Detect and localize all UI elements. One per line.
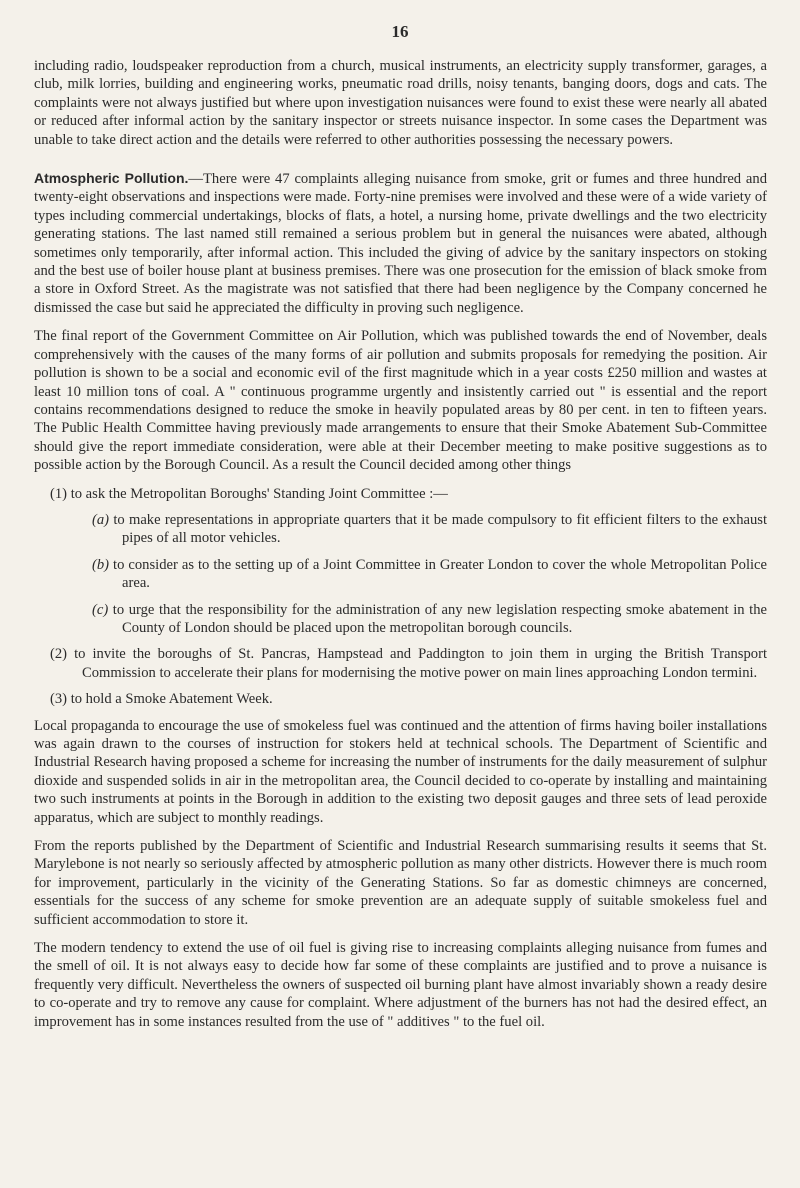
sub-item-c-text: to urge that the responsibility for the administration of any new legislation respecting smoke abatement in the County of London should be placed upon the metropolitan borough councils. bbox=[112, 601, 767, 636]
paragraph-government-report: The final report of the Government Committee on Air Pollution, which was published towards the end of November, deals comprehensively with the causes of the many forms of air pollution and submits proposals for remedying the position. Air pollution is shown to be a social and economic evil of the first magnitude which in a year costs £250 million and wastes at least 10 million tons of coal. A " continuous programme urgently and insistently carried out " is essential and the report contains recommendations designed to reduce the smoke in heavily populated areas by 80 per cent. in ten to fifteen years. The Public Health Committee having previously made arrangements to ensure that their Smoke Abatement Sub-Committee should give the report immediate consideration, were able at their December meeting to make positive suggestions as to possible action by the Borough Council. As a result the Council decided among other things bbox=[34, 328, 767, 474]
sub-item-b-text: to consider as to the setting up of a Joint Committee in Greater London to cover the whole Metropolitan Police area. bbox=[113, 556, 768, 592]
list-item-1-label: (1) bbox=[50, 485, 68, 502]
list-item-3 bbox=[34, 690, 767, 708]
sub-item-a bbox=[34, 511, 767, 548]
paragraph-reports-summary: From the reports published by the Department of Scientific and Industrial Research summarising results it seems that St. Marylebone is not nearly so seriously affected by atmospheric pollution as many other districts. However there is much room for improvement, particularly in the vicinity of the Generating Stations. So far as domestic chimneys are concerned, essentials for the success of any scheme for smoke prevention are an adequate supply of suitable smokeless fuel and sufficient accommodation to store it. bbox=[34, 838, 767, 928]
sub-item-b-label: (b) bbox=[92, 556, 110, 573]
list-item-1 bbox=[34, 485, 767, 503]
sub-item-a-label: (a) bbox=[92, 511, 110, 528]
list-item-2-label: (2) bbox=[50, 646, 68, 663]
paragraph-atmospheric-pollution bbox=[34, 169, 767, 317]
paragraph-noise-complaints: including radio, loudspeaker reproduction from a church, musical instruments, an electricity supply transformer, garages, a club, milk lorries, building and engineering works, pneumatic road drills, noisy tenants, banging doors, dogs and cats. The complaints were not always justified but where upon investigation nuisances were found to exist these were nearly all abated or reduced after informal action by the sanitary inspector or streets nuisance inspector. In some cases the Department was unable to take direct action and the details were referred to other authorities possessing the necessary powers. bbox=[34, 58, 767, 148]
list-item-1-text: to ask the Metropolitan Boroughs' Standing Joint Committee :— bbox=[70, 485, 448, 502]
list-item-3-label: (3) bbox=[50, 691, 68, 708]
list-item-3-text: to hold a Smoke Abatement Week. bbox=[70, 691, 273, 708]
list-item-2 bbox=[34, 645, 767, 682]
paragraph-atmospheric-pollution-text: —There were 47 complaints alleging nuisance from smoke, grit or fumes and three hundred and twenty-eight observations and inspections were made. Forty-nine premises were involved and these were of a wide variety of types including commercial undertakings, blocks of flats, a hotel, a nursing home, private dwellings and the two electricity generating stations. The last named still remained a serious problem but in general the nuisances were abated, although sometimes only temporarily, after informal action. This included the giving of advice by the sanitary inspectors on stoking and the best use of boiler house plant at business premises. There was one prosecution for the emission of black smoke from a store in Oxford Street. As the magistrate was not satisfied that there had been negligence by the Company concerned he dismissed the case but said he appreciated the difficulty in proving such negligence. bbox=[34, 171, 767, 316]
sub-item-c-label: (c) bbox=[92, 601, 109, 618]
sub-item-b bbox=[34, 556, 767, 593]
list-item-2-text: to invite the boroughs of St. Pancras, Hampstead and Paddington to join them in urging the British Transport Commission to accelerate their plans for modernising the motive power on main lines approaching London termini. bbox=[74, 646, 767, 681]
page-number: 16 bbox=[391, 22, 409, 41]
paragraph-oil-fuel: The modern tendency to extend the use of oil fuel is giving rise to increasing complaints alleging nuisance from fumes and the smell of oil. It is not always easy to decide how far some of these complaints are justified and to prove a nuisance is frequently very difficult. Nevertheless the owners of suspected oil burning plant have almost invariably shown a ready desire to co-operate and try to remove any cause for complaint. Where adjustment of the burners has not had the desired effect, an improvement has in some instances resulted from the use of " additives " to the fuel oil. bbox=[34, 940, 767, 1030]
body-text bbox=[34, 57, 767, 1041]
sub-item-c bbox=[34, 601, 767, 638]
paragraph-local-propaganda: Local propaganda to encourage the use of smokeless fuel was continued and the attention of firms having boiler installations was again drawn to the courses of instruction for stokers held at technical schools. The Department of Scientific and Industrial Research having proposed a scheme for increasing the number of instruments for the daily measurement of sulphur dioxide and suspended solids in air in the metropolitan area, the Council decided to co-operate by installing and maintaining two such instruments at points in the Borough in addition to the existing two deposit gauges and three sets of lead peroxide apparatus, which are subject to monthly readings. bbox=[34, 717, 767, 826]
section-heading-atmospheric-pollution: Atmospheric Pollution. bbox=[34, 170, 189, 187]
sub-item-a-text: to make representations in appropriate quarters that it be made compulsory to fit efficient filters to the exhaust pipes of all motor vehicles. bbox=[113, 511, 767, 547]
